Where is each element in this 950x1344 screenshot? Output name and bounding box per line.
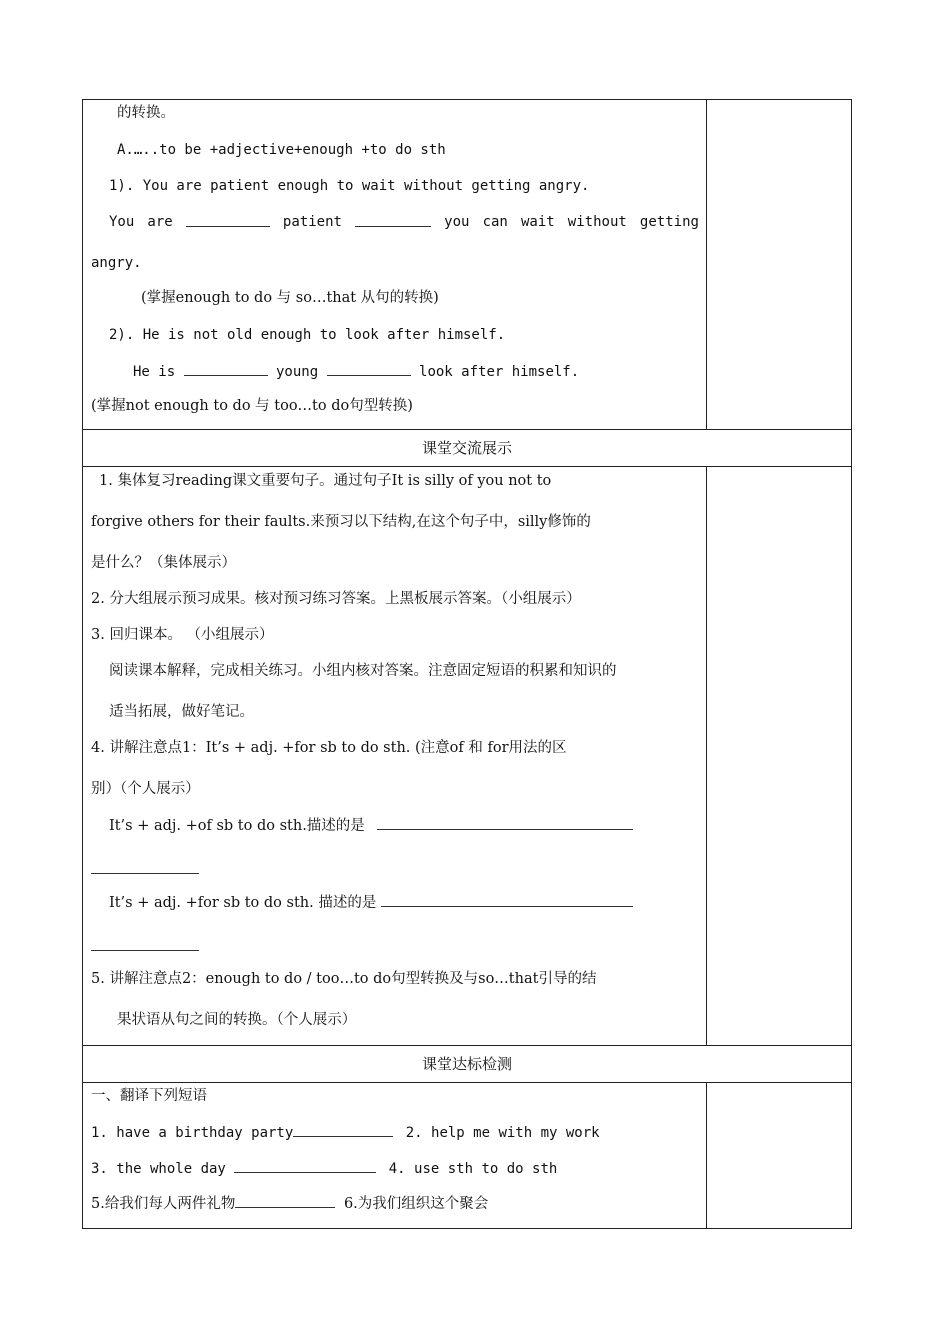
of-structure-line: It’s + adj. +of sb to do sth.描述的是 (109, 815, 633, 836)
item-3-detail-1: 阅读课本解释，完成相关练习。小组内核对答案。注意固定短语的积累和知识的 (109, 663, 617, 679)
top-content-cell (83, 100, 707, 430)
test-content-cell (83, 1083, 707, 1229)
text-line: angry. (91, 255, 142, 271)
rewrite-2: He is young look after himself. (133, 361, 579, 382)
side-cell (707, 100, 852, 430)
structure-a: A.…..to be +adjective+enough +to do sth (117, 142, 446, 158)
blank-line[interactable] (293, 1122, 393, 1137)
blank-line[interactable] (327, 361, 411, 376)
blank-line[interactable] (91, 859, 199, 874)
item-1-line-2: forgive others for their faults.来预习以下结构,在这个句子中，silly修饰的 (91, 514, 591, 530)
section-title-test: 课堂达标检测 (83, 1046, 852, 1083)
blank-line[interactable] (184, 361, 268, 376)
for-structure-line: It’s + adj. +for sb to do sth. 描述的是 (109, 892, 633, 913)
item-5-line-1: 5. 讲解注意点2：enough to do / too…to do句型转换及与so…that引导的结 (91, 971, 597, 987)
item-3-detail-2: 适当拓展，做好笔记。 (109, 704, 254, 720)
example-2: 2). He is not old enough to look after himself. (109, 327, 506, 343)
blank-line[interactable] (186, 212, 270, 227)
side-cell (707, 1083, 852, 1229)
section-title-exchange: 课堂交流展示 (83, 430, 852, 467)
item-4-line-1: 4. 讲解注意点1：It’s + adj. +for sb to do sth. (注意of 和 for用法的区 (91, 740, 567, 756)
blank-line[interactable] (381, 892, 633, 907)
blank-line[interactable] (91, 936, 199, 951)
section-title-row (83, 1046, 852, 1083)
rewrite-1: You are patient you can wait without getting (109, 214, 699, 230)
example-1: 1). You are patient enough to wait without getting angry. (109, 178, 590, 194)
item-1-line-3: 是什么？（集体展示） (91, 555, 236, 571)
item-2: 2. 分大组展示预习成果。核对预习练习答案。上黑板展示答案。（小组展示） (91, 591, 581, 607)
item-4-line-2: 别）（个人展示） (91, 781, 200, 797)
text-line: 的转换。 (117, 105, 175, 121)
item-1-line-1: 1. 集体复习reading课文重要句子。通过句子It is silly of you not to (99, 473, 552, 489)
item-5-line-2: 果状语从句之间的转换。（个人展示） (117, 1012, 357, 1028)
top-row (83, 100, 852, 430)
test-row (83, 1083, 852, 1229)
side-cell (707, 467, 852, 1046)
phrase-row-3: 5.给我们每人两件礼物 6.为我们组织这个聚会 (91, 1193, 488, 1214)
exchange-content-cell (83, 467, 707, 1046)
worksheet-table (82, 99, 852, 1229)
blank-line[interactable] (235, 1193, 335, 1208)
test-heading: 一、翻译下列短语 (91, 1088, 207, 1104)
exchange-row (83, 467, 852, 1046)
note-2: (掌握not enough to do 与 too…to do句型转换) (91, 398, 413, 414)
phrase-row-1: 1. have a birthday party 2. help me with my work (91, 1122, 600, 1143)
phrase-row-2: 3. the whole day 4. use sth to do sth (91, 1158, 557, 1179)
section-title-row (83, 430, 852, 467)
item-3: 3. 回归课本。 （小组展示） (91, 627, 274, 643)
blank-line[interactable] (234, 1158, 376, 1173)
blank-line[interactable] (377, 815, 633, 830)
note-1: (掌握enough to do 与 so…that 从句的转换) (141, 290, 439, 306)
blank-line[interactable] (355, 212, 431, 227)
